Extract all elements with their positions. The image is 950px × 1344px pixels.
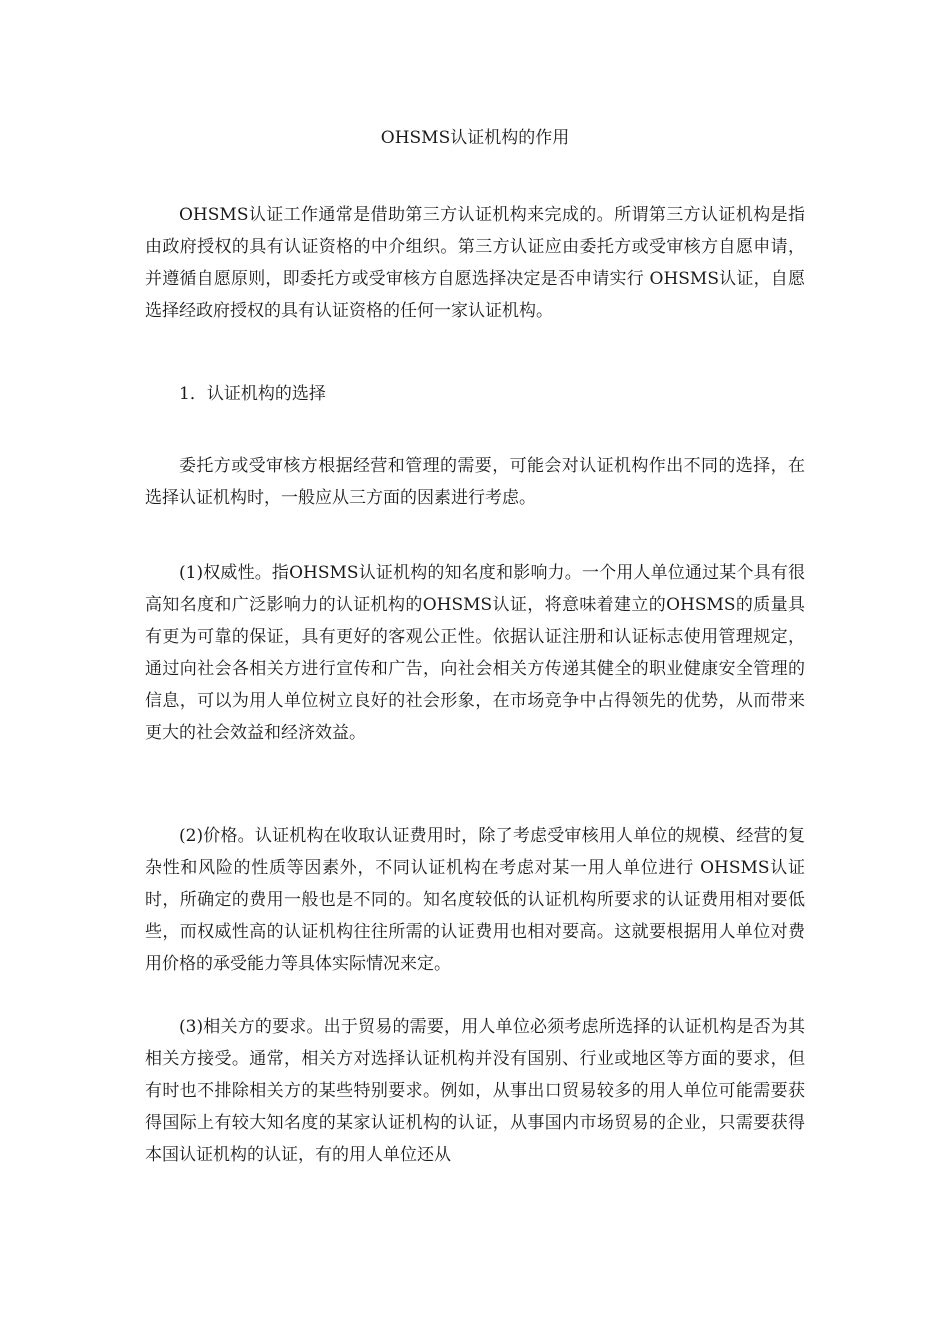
item-3-stakeholder-paragraph: (3)相关方的要求。出于贸易的需要，用人单位必须考虑所选择的认证机构是否为其相关方接受。通常，相关方对选择认证机构并没有国别、行业或地区等方面的要求，但有时也不排除相关方的某些特别要求。例如，从事出口贸易较多的用人单位可能需要获得国际上有较大知名度的某家认证机构的认证，从事国内市场贸易的企业，只需要获得本国认证机构的认证，有的用人单位还从 — [145, 1017, 805, 1165]
intro-paragraph: OHSMS认证工作通常是借助第三方认证机构来完成的。所谓第三方认证机构是指由政府授权的具有认证资格的中介组织。第三方认证应由委托方或受审核方自愿申请，并遵循自愿原则，即委托方或受审核方自愿选择决定是否申请实行 OHSMS认证，自愿选择经政府授权的具有认证资格的任何一家认证机构。 — [145, 205, 805, 321]
section-1-intro-paragraph: 委托方或受审核方根据经营和管理的需要，可能会对认证机构作出不同的选择，在选择认证机构时，一般应从三方面的因素进行考虑。 — [145, 456, 805, 508]
item-1-authority-paragraph: (1)权威性。指OHSMS认证机构的知名度和影响力。一个用人单位通过某个具有很高知名度和广泛影响力的认证机构的OHSMS认证，将意味着建立的OHSMS的质量具有更为可靠的保证，具有更好的客观公正性。依据认证注册和认证标志使用管理规定，通过向社会各相关方进行宣传和广告，向社会相关方传递其健全的职业健康安全管理的信息，可以为用人单位树立良好的社会形象，在市场竞争中占得领先的优势，从而带来更大的社会效益和经济效益。 — [145, 563, 805, 743]
document-title: OHSMS认证机构的作用 — [380, 128, 570, 148]
item-2-price-paragraph: (2)价格。认证机构在收取认证费用时，除了考虑受审核用人单位的规模、经营的复杂性和风险的性质等因素外，不同认证机构在考虑对某一用人单位进行 OHSMS认证时，所确定的费用一般也是不同的。知名度较低的认证机构所要求的认证费用相对要低些，而权威性高的认证机构往往所需的认证费用也相对要高。这就要根据用人单位对费用价格的承受能力等具体实际情况来定。 — [145, 826, 805, 974]
section-heading-1: 1．认证机构的选择 — [179, 384, 326, 404]
